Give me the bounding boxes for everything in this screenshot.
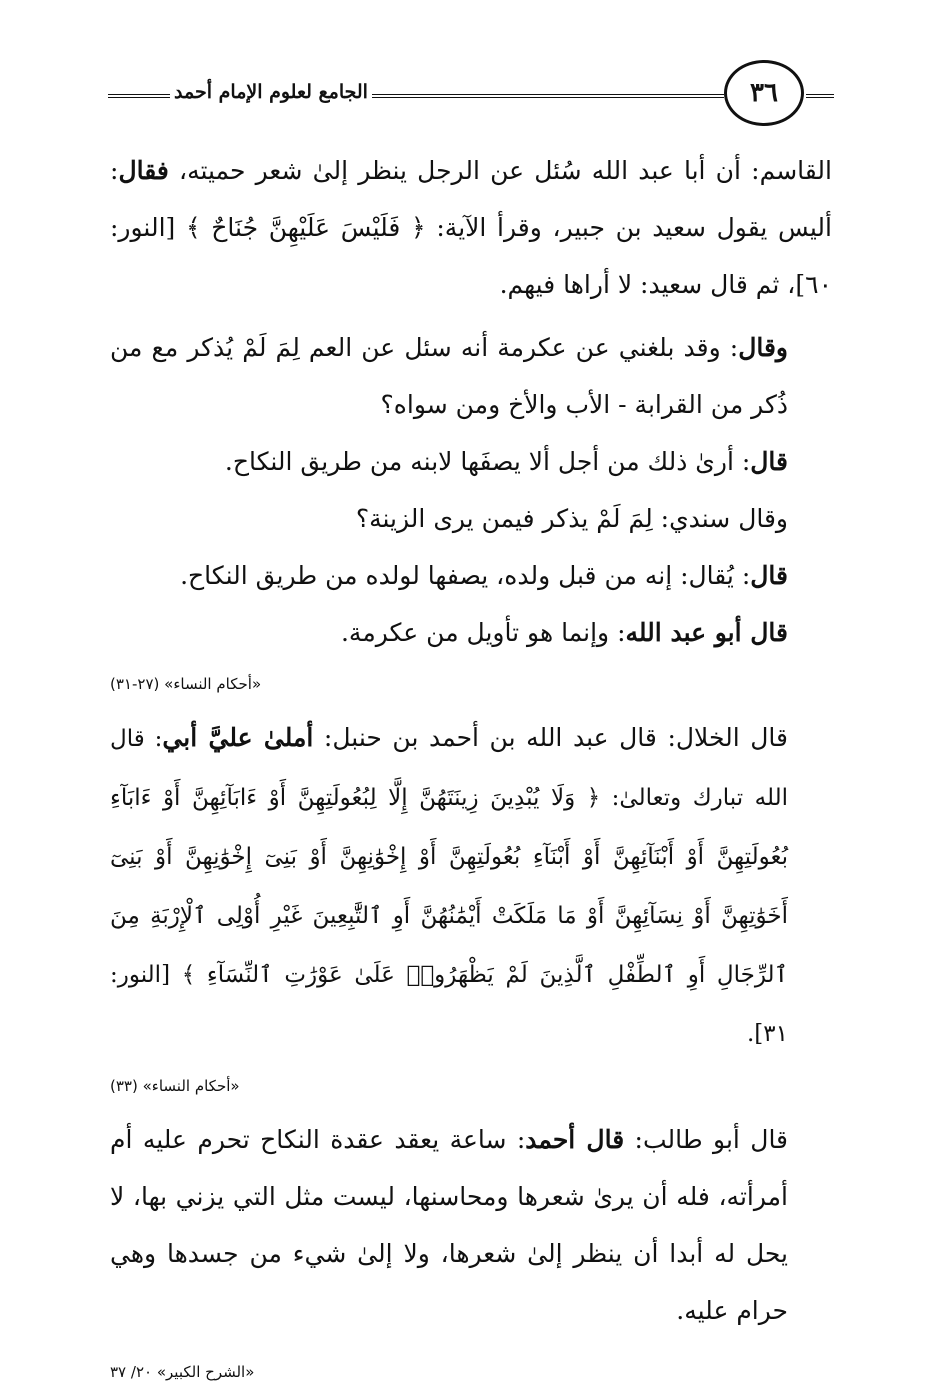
paragraph-3-text-1: : أرىٰ ذلك من أجل ألا يصفَها لابنه من طريق النكاح.	[224, 447, 751, 476]
source-citation-1: «أحكام النساء» (٢٧-٣١)	[110, 675, 262, 693]
paragraph-8-text-2: : ساعة يعقد عقدة النكاح تحرم عليه أم أمرأته، فله أن يرىٰ شعرها ومحاسنها، ليست مثل التي يزني بها، لا يحل له أبدا أن ينظر إلىٰ شعرها، ولا إلىٰ شيء من جسدها وهي حرام عليه.	[110, 1125, 788, 1325]
page-body	[110, 142, 832, 1397]
paragraph-3	[110, 433, 832, 490]
paragraph-1-text-2: : أليس يقول سعيد بن جبير، وقرأ الآية: ﴿ فَلَيْسَ عَلَيْهِنَّ جُنَاحٌ ﴾ [النور: ٦٠]، ثم قال سعيد: لا أراها فيهم.	[110, 156, 832, 299]
paragraph-1-text-1: القاسم: أن أبا عبد الله سُئل عن الرجل ينظر إلىٰ شعر حميته،	[168, 156, 832, 185]
paragraph-2-text-1: : وقد بلغني عن عكرمة أنه سئل عن العم لِمَ لَمْ يُذكر مع من ذُكر من القرابة - الأب والأخ ومن سواه؟	[110, 333, 788, 419]
paragraph-7-bold-1: أملىٰ عليَّ أبي	[162, 723, 314, 752]
paragraph-2	[110, 319, 832, 433]
paragraph-6-bold-1: قال أبو عبد الله	[625, 618, 788, 647]
paragraph-8-text-1: قال أبو طالب:	[624, 1125, 789, 1154]
paragraph-4	[110, 490, 832, 547]
source-citation-3: «الشرح الكبير» ٢٠/ ٣٧	[110, 1363, 255, 1381]
running-title: الجامع لعلوم الإمام أحمد	[174, 81, 368, 103]
paragraph-6-text-1: : وإنما هو تأويل من عكرمة.	[340, 618, 626, 647]
page-header	[108, 58, 834, 134]
paragraph-5-bold-1: قال	[750, 561, 788, 590]
source-citation-2: «أحكام النساء» (٣٣)	[110, 1077, 240, 1095]
paragraph-8-bold-1: قال أحمد	[525, 1125, 625, 1154]
paragraph-8	[110, 1111, 832, 1339]
page-number: ٣٦	[724, 60, 804, 126]
paragraph-5	[110, 547, 832, 604]
paragraph-1-bold-1: فقال	[118, 156, 169, 185]
paragraph-1	[110, 142, 832, 313]
paragraph-3-bold-1: قال	[750, 447, 788, 476]
quran-verse: : قال الله تبارك وتعالىٰ: ﴿ وَلَا يُبْدِينَ زِينَتَهُنَّ إِلَّا لِبُعُولَتِهِنَّ أَوْ ءَابَآئِهِنَّ أَوْ ءَابَآءِ بُعُولَتِهِنَّ أَوْ أَبْنَآئِهِنَّ أَوْ أَبْنَآءِ بُعُولَتِهِنَّ أَوْ إِخْوَٰنِهِنَّ أَوْ بَنِىٓ إِخْوَٰنِهِنَّ أَوْ بَنِىٓ أَخَوَٰتِهِنَّ أَوْ نِسَآئِهِنَّ أَوْ مَا مَلَكَتْ أَيْمَٰنُهُنَّ أَوِ ٱلتَّٰبِعِينَ غَيْرِ أُوْلِى ٱلْإِرْبَةِ مِنَ ٱلرِّجَالِ أَوِ ٱلطِّفْلِ ٱلَّذِينَ لَمْ يَظْهَرُوا۟ عَلَىٰ عَوْرَٰتِ ٱلنِّسَآءِ ﴾ [النور: ٣١].	[110, 726, 788, 1047]
header-rule-left	[108, 94, 170, 98]
paragraph-5-text-1: : يُقال: إنه من قبل ولده، يصفها لولده من طريق النكاح.	[180, 561, 751, 590]
paragraph-6	[110, 604, 832, 661]
header-rule-middle	[372, 94, 724, 98]
header-rule-right	[806, 94, 834, 98]
paragraph-4-text-1: وقال سندي: لِمَ لَمْ يذكر فيمن يرى الزينة؟	[355, 504, 788, 533]
paragraph-7-text-1: قال الخلال: قال عبد الله بن أحمد بن حنبل:	[313, 723, 788, 752]
paragraph-7	[110, 709, 832, 1063]
paragraph-2-bold-1: وقال	[738, 333, 788, 362]
